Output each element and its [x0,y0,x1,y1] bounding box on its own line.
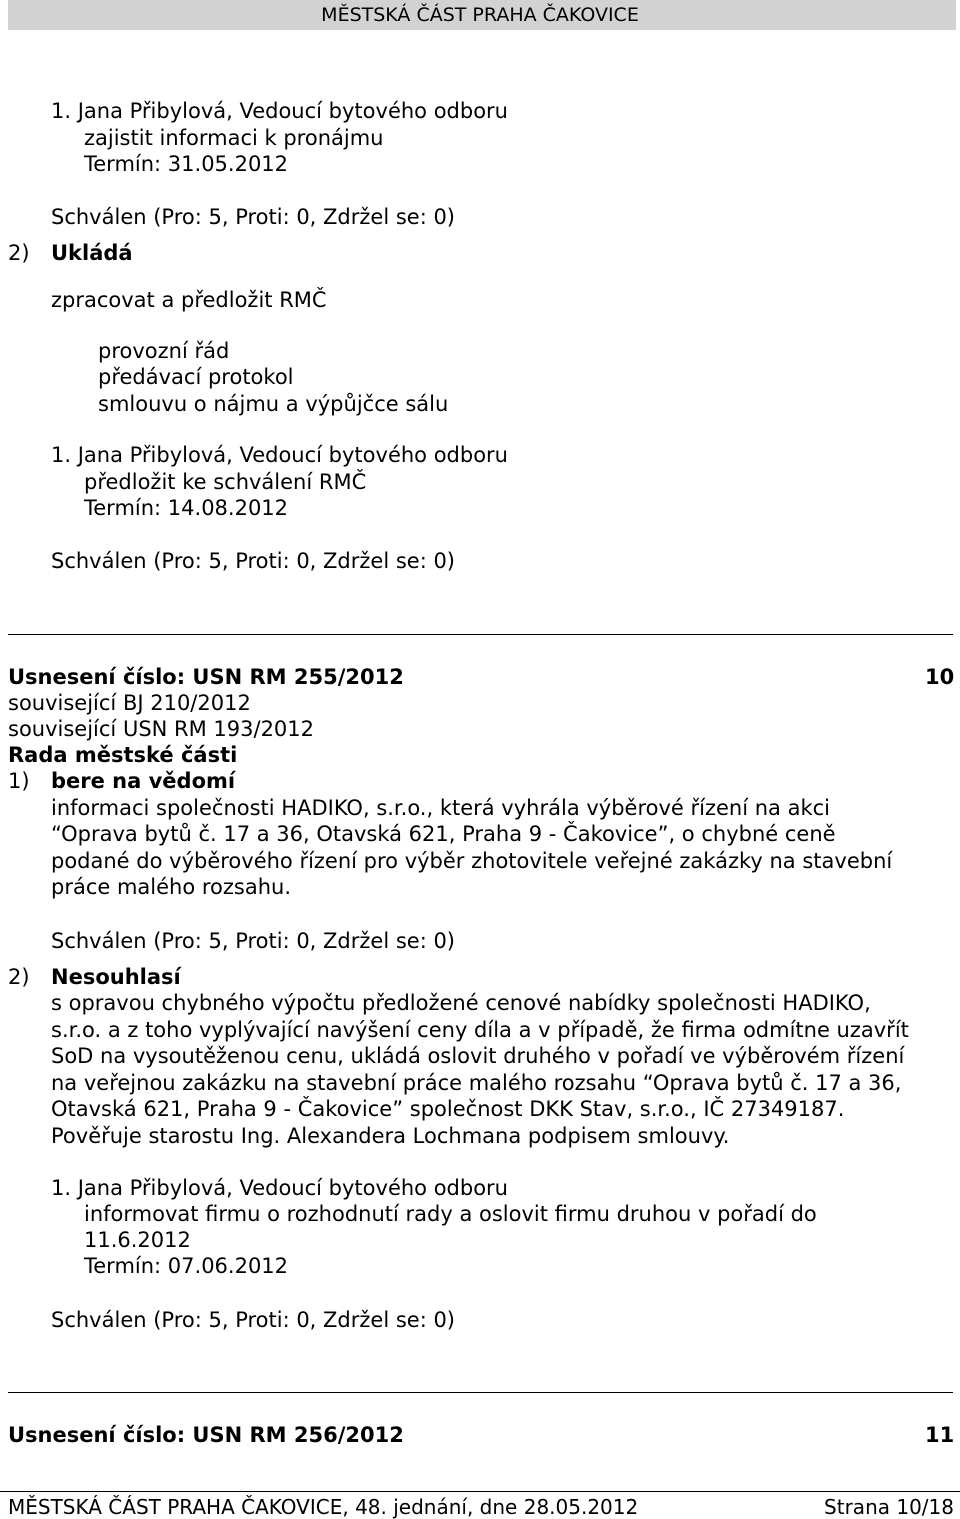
page-number: Strana 10/18 [824,1495,954,1519]
item-text-line: SoD na vysoutěženou cenu, ukládá oslovit druhého v pořadí ve výběrovém řízení [51,1044,905,1068]
item-number: 1) [8,769,30,793]
related-reference: související BJ 210/2012 [8,691,251,715]
resolution-number: 11 [925,1423,955,1447]
task-deadline: Termín: 14.08.2012 [84,496,289,520]
list-item: provozní řád [98,339,230,363]
list-item: předávací protokol [98,365,294,389]
vote-result: Schválen (Pro: 5, Proti: 0, Zdržel se: 0) [51,205,456,229]
item-number: 2) [8,965,30,989]
page-header-title: MĚSTSKÁ ČÁST PRAHA ČAKOVICE [321,4,639,26]
footer-meeting-info: MĚSTSKÁ ČÁST PRAHA ČAKOVICE, 48. jednání, dne 28.05.2012 [8,1495,639,1519]
item-text-line: práce malého rozsahu. [51,875,292,899]
item-text-line: Pověřuje starostu Ing. Alexandera Lochmana podpisem smlouvy. [51,1124,730,1148]
task-person: 1. Jana Přibylová, Vedoucí bytového odboru [51,1176,508,1200]
item-label: Nesouhlasí [51,965,181,989]
related-reference: související USN RM 193/2012 [8,717,315,741]
item-text-line: podané do výběrového řízení pro výběr zhotovitele veřejné zakázky na stavební [51,849,893,873]
task-person: 1. Jana Přibylová, Vedoucí bytového odboru [51,443,508,467]
footer-divider [0,1491,960,1492]
task-person: 1. Jana Přibylová, Vedoucí bytového odboru [51,99,508,123]
council-heading: Rada městské části [8,743,238,767]
vote-result: Schválen (Pro: 5, Proti: 0, Zdržel se: 0) [51,929,456,953]
task-deadline: Termín: 07.06.2012 [84,1254,289,1278]
item-text-line: s opravou chybného výpočtu předložené cenové nabídky společnosti HADIKO, [51,991,871,1015]
task-text: zajistit informaci k pronájmu [84,126,384,150]
item-text-line: s.r.o. a z toho vyplývající navýšení ceny díla a v případě, že firma odmítne uzavřít [51,1018,909,1042]
section-divider [8,634,953,635]
task-deadline: Termín: 31.05.2012 [84,152,289,176]
resolution-title: Usnesení číslo: USN RM 256/2012 [8,1423,404,1447]
item-text: zpracovat a předložit RMČ [51,288,327,312]
item-label: Ukládá [51,241,133,265]
vote-result: Schválen (Pro: 5, Proti: 0, Zdržel se: 0) [51,1308,456,1332]
item-text-line: “Oprava bytů č. 17 a 36, Otavská 621, Praha 9 - Čakovice”, o chybné ceně [51,822,836,846]
item-label: bere na vědomí [51,769,236,793]
task-text: 11.6.2012 [84,1228,191,1252]
vote-result: Schválen (Pro: 5, Proti: 0, Zdržel se: 0) [51,549,456,573]
item-number: 2) [8,241,30,265]
section-divider [8,1392,953,1393]
task-text: informovat firmu o rozhodnutí rady a oslovit firmu druhou v pořadí do [84,1202,817,1226]
item-text-line: na veřejnou zakázku na stavební práce malého rozsahu “Oprava bytů č. 17 a 36, [51,1071,902,1095]
item-text-line: informaci společnosti HADIKO, s.r.o., která vyhrála výběrové řízení na akci [51,796,830,820]
resolution-title: Usnesení číslo: USN RM 255/2012 [8,665,404,689]
item-text-line: Otavská 621, Praha 9 - Čakovice” společnost DKK Stav, s.r.o., IČ 27349187. [51,1097,845,1121]
list-item: smlouvu o nájmu a výpůjčce sálu [98,392,449,416]
resolution-number: 10 [925,665,955,689]
task-text: předložit ke schválení RMČ [84,470,367,494]
